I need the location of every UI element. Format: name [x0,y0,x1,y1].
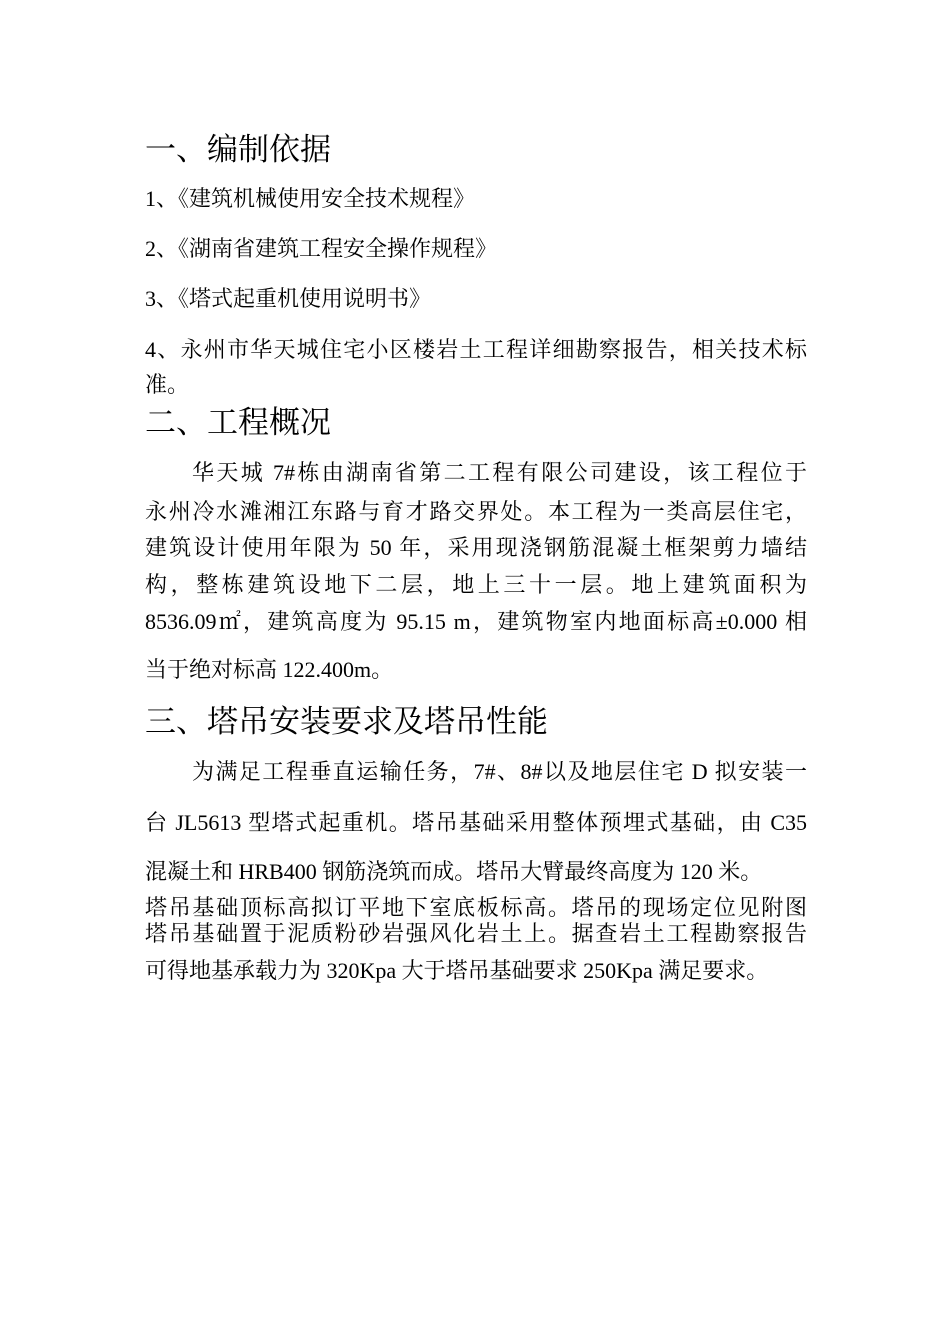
basis-item-4-line-1: 4、永州市华天城住宅小区楼岩土工程详细勘察报告，相关技术标 [145,337,807,362]
overview-line-2: 永州冷水滩湘江东路与育才路交界处。本工程为一类高层住宅， [145,499,807,524]
overview-line-1: 华天城 7#栋由湖南省第二工程有限公司建设，该工程位于 [192,460,807,485]
crane-line-5: 塔吊基础置于泥质粉砂岩强风化岩土上。据查岩土工程勘察报告 [145,921,807,946]
overview-line-4: 构，整栋建筑设地下二层，地上三十一层。地上建筑面积为 [145,572,807,597]
section-heading-overview: 二、工程概况 [145,405,331,441]
crane-line-2: 台 JL5613 型塔式起重机。塔吊基础采用整体预埋式基础，由 C35 [145,810,807,835]
basis-item-2: 2、《湖南省建筑工程安全操作规程》 [145,236,498,261]
overview-line-3: 建筑设计使用年限为 50 年，采用现浇钢筋混凝土框架剪力墙结 [145,535,807,560]
section-heading-basis: 一、编制依据 [145,132,331,168]
crane-line-3: 混凝土和 HRB400 钢筋浇筑而成。塔吊大臂最终高度为 120 米。 [145,859,763,884]
overview-line-6: 当于绝对标高 122.400m。 [145,657,394,682]
overview-line-5: 8536.09㎡，建筑高度为 95.15 m，建筑物室内地面标高±0.000 相 [145,609,807,634]
basis-item-4-line-2: 准。 [145,372,190,397]
crane-line-4: 塔吊基础顶标高拟订平地下室底板标高。塔吊的现场定位见附图 [145,895,807,920]
crane-line-6: 可得地基承载力为 320Kpa 大于塔吊基础要求 250Kpa 满足要求。 [145,958,769,983]
basis-item-3: 3、《塔式起重机使用说明书》 [145,286,432,311]
basis-item-1: 1、《建筑机械使用安全技术规程》 [145,186,476,211]
section-heading-tower-crane: 三、塔吊安装要求及塔吊性能 [145,704,548,740]
crane-line-1: 为满足工程垂直运输任务，7#、8#以及地层住宅 D 拟安装一 [192,759,807,784]
